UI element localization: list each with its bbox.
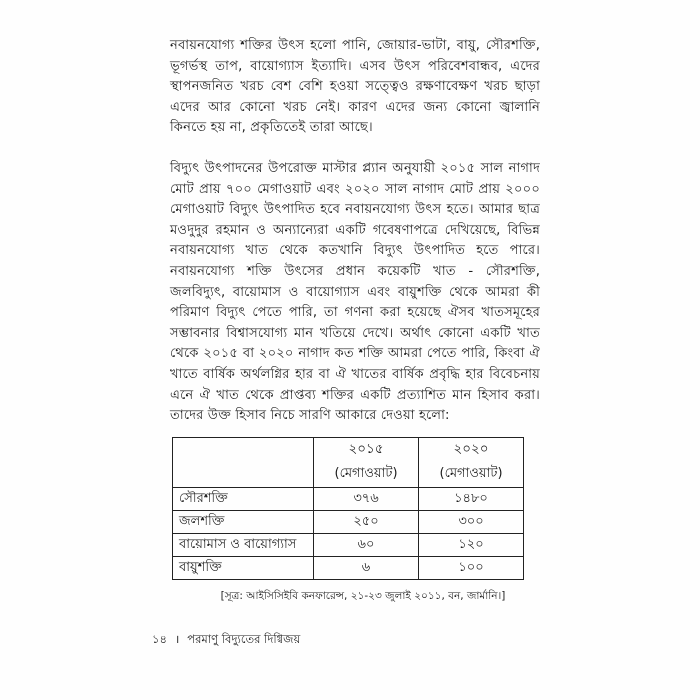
paragraph-master-plan: বিদ্যুৎ উৎপাদনের উপরোক্ত মাস্টার প্ল্যান অনুযায়ী ২০১৫ সাল নাগাদ মোট প্রায় ৭০০ মেগাওয়াট এবং ২০২০ সাল নাগাদ মোট প্রায় ২০০০ মেগাওয়াট বিদ্যুৎ উৎপাদিত হবে নবায়নযোগ্য উৎস হতে। আমার ছাত্র মওদুদুর রহমান ও অন্যান্যেরা একটি গবেষণাপত্রে দেখিয়েছে, বিভিন্ন নবায়নযোগ্য খাত থেকে কতখানি বিদ্যুৎ উৎপাদিত হতে পারে। নবায়নযোগ্য শক্তি উৎসের প্রধান কয়েকটি খাত - সৌরশক্তি, জলবিদ্যুৎ, বায়োমাস ও বায়োগ্যাস এবং বায়ুশক্তি থেকে আমরা কী পরিমাণ বিদ্যুৎ পেতে পারি, তা গণনা করা হয়েছে ঐসব খাতসমূহের সম্ভাবনার বিশ্বাসযোগ্য মান খতিয়ে দেখে। অর্থাৎ কোনো একটি খাত থেকে ২০১৫ বা ২০২০ নাগাদ কত শক্তি আমরা পেতে পারি, কিংবা ঐ খাতে বার্ষিক অর্থলগ্নির হার বা ঐ খাতের বার্ষিক প্রবৃদ্ধি হার বিবেচনায় এনে ঐ খাত থেকে প্রাপ্তব্য শক্তির একটি প্রত্যাশিত মান হিসাব করা। তাদের উক্ত হিসাব নিচে সারণি আকারে দেওয়া হলো: [170, 161, 540, 424]
hydro-2015-value: ২৫০ [314, 511, 419, 534]
table-corner-cell-lower [173, 461, 314, 488]
solar-2020-value: ১৪৮০ [419, 488, 524, 511]
paragraph-renewable-sources: নবায়নযোগ্য শক্তির উৎস হলো পানি, জোয়ার-ভাটা, বায়ু, সৌরশক্তি, ভূগর্ভস্থ তাপ, বায়োগ্যাস ইত্যাদি। এসব উৎস পরিবেশবান্ধব, এদের স্থাপনজনিত খরচ বেশ বেশি হওয়া সত্ত্বেও রক্ষণাবেক্ষণ খরচ ছাড়া এদের আর কোনো খরচ নেই। কারণ এদের জন্য কোনো জ্বালানি কিনতে হয় না, প্রকৃতিতেই তারা আছে। [170, 38, 540, 136]
year-2020-header: ২০২০ [419, 438, 524, 462]
page-number: ১৪ [152, 632, 167, 646]
table-row [173, 511, 524, 534]
footer-separator: । [174, 632, 180, 646]
table-row [173, 488, 524, 511]
year-2015-header: ২০১৫ [314, 438, 419, 462]
table-row [173, 534, 524, 557]
page-footer [152, 631, 300, 650]
table-source-note: [সূত্র: আইসিসিইবি কনফারেন্স, ২১-২৩ জুলাই ২০১১, বন, জার্মানি।] [220, 590, 506, 602]
wind-2020-value: ১০০ [419, 557, 524, 580]
table-row [173, 557, 524, 580]
solar-2015-value: ৩৭৬ [314, 488, 419, 511]
renewable-energy-table [172, 437, 524, 580]
row-label-solar: সৌরশক্তি [173, 488, 314, 511]
table-corner-cell [173, 438, 314, 462]
row-label-biomass: বায়োমাস ও বায়োগ্যাস [173, 534, 314, 557]
unit-2015-label: মেগাওয়াট [339, 465, 393, 481]
unit-2015-cell: (মেগাওয়াট) [314, 461, 419, 488]
unit-2020-label: মেগাওয়াট [444, 465, 498, 481]
wind-2015-value: ৬ [314, 557, 419, 580]
biomass-2015-value: ৬০ [314, 534, 419, 557]
row-label-wind: বায়ুশক্তি [173, 557, 314, 580]
biomass-2020-value: ১২০ [419, 534, 524, 557]
unit-2020-cell: (মেগাওয়াট) [419, 461, 524, 488]
hydro-2020-value: ৩০০ [419, 511, 524, 534]
row-label-hydro: জলশক্তি [173, 511, 314, 534]
table-header-years [173, 438, 524, 462]
table-header-units [173, 461, 524, 488]
book-title: পরমাণু বিদ্যুতের দিগ্বিজয় [187, 632, 301, 646]
